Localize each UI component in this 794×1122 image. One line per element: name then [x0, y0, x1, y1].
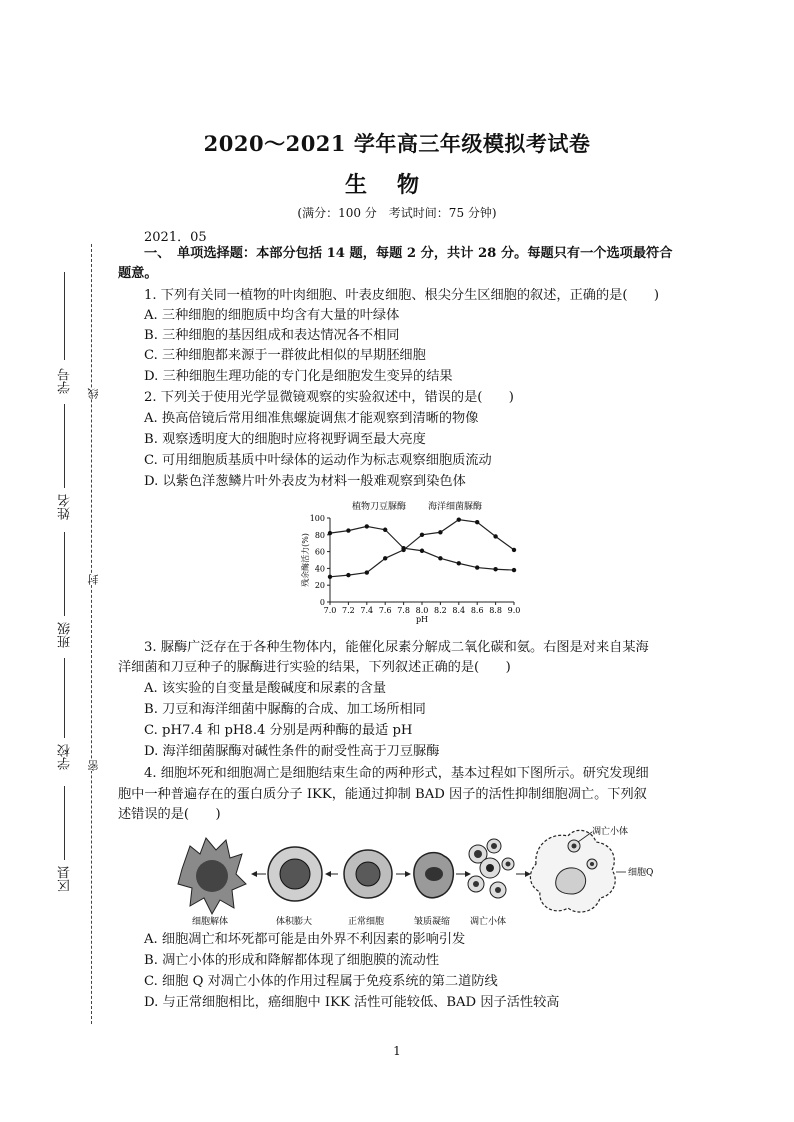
fill-line-class [64, 532, 65, 616]
question-3-stem-line1: 3. 脲酶广泛存在于各种生物体内，能催化尿素分解成二氧化碳和氨。右图是对来自某海 [144, 640, 649, 655]
series-2-point [346, 573, 350, 577]
series-1-point [420, 549, 424, 553]
label-apoptotic-body-top: 凋亡小体 [592, 827, 629, 837]
apoptotic-bodies-figure [468, 839, 514, 898]
x-axis-label: pH [415, 615, 429, 624]
condensed-cell-figure [414, 853, 453, 898]
urease-activity-chart [290, 494, 530, 624]
field-school: 学校 [58, 744, 73, 770]
y-tick-label: 0 [319, 598, 325, 607]
series-1-point [493, 567, 497, 571]
series-2-point [365, 570, 369, 574]
question-1-option-c: C. 三种细胞都来源于一群彼此相似的早期胚细胞 [144, 348, 426, 363]
series-2-point [457, 517, 461, 521]
y-tick-label: 20 [314, 581, 325, 591]
y-tick-label: 100 [309, 514, 325, 523]
question-4-stem-line3: 述错误的是( ) [118, 807, 221, 822]
swollen-cell-figure [268, 847, 322, 901]
x-tick-label: 7.2 [342, 606, 355, 615]
label-swollen: 体积膨大 [276, 917, 313, 927]
question-3-option-d: D. 海洋细菌脲酶对碱性条件的耐受性高于刀豆脲酶 [144, 744, 440, 759]
normal-cell-figure [344, 850, 392, 898]
exam-title: 2020～2021 学年高三年级模拟考试卷 [203, 131, 591, 156]
question-4-option-b: B. 凋亡小体的形成和降解都体现了细胞膜的流动性 [144, 953, 440, 968]
question-3-option-a: A. 该实验的自变量是酸碱度和尿素的含量 [144, 681, 387, 696]
question-2-option-b: B. 观察透明度大的细胞时应将视野调至最大亮度 [144, 432, 426, 447]
fill-line-school [64, 658, 65, 738]
series-1-point [365, 524, 369, 528]
y-tick-label: 60 [314, 547, 325, 557]
exam-info: (满分：100 分 考试时间：75 分钟) [297, 206, 497, 220]
cell-lysis-figure [178, 838, 246, 914]
question-1-stem: 1. 下列有关同一植物的叶肉细胞、叶表皮细胞、根尖分生区细胞的叙述，正确的是( ) [144, 288, 659, 303]
question-3-option-c: C. pH7.4 和 pH8.4 分别是两种酶的最适 pH [144, 723, 413, 738]
series-2-point [401, 548, 405, 552]
series-1-point [512, 568, 516, 572]
page-number: 1 [393, 1044, 401, 1058]
series-1-point [328, 531, 332, 535]
x-tick-label: 7.6 [378, 606, 392, 615]
y-tick-label: 80 [314, 530, 325, 540]
subject-title: 生物 [344, 172, 449, 198]
series-2-point [512, 548, 516, 552]
series-1-point [475, 565, 479, 569]
section-heading: 一、 单项选择题：本部分包括 14 题，每题 2 分，共计 28 分。每题只有一个选项最符合 [144, 246, 673, 261]
question-3-stem-line2: 洋细菌和刀豆种子的脲酶进行实验的结果，下列叙述正确的是( ) [118, 660, 511, 675]
seal-char-secret: 密 [87, 760, 100, 771]
fill-line-student-number [64, 272, 65, 360]
legend-series-1: 植物刀豆脲酶 [352, 502, 407, 512]
series-1-point [457, 561, 461, 565]
question-1-option-b: B. 三种细胞的基因组成和表达情况各不相同 [144, 328, 400, 343]
label-condensed: 皱质凝缩 [414, 917, 451, 927]
seal-char-seal: 封 [87, 574, 100, 585]
label-apoptotic-bodies: 凋亡小体 [470, 917, 507, 927]
field-district: 区县 [58, 866, 73, 892]
field-class: 班级 [58, 622, 73, 648]
x-tick-label: 7.4 [360, 606, 374, 615]
x-tick-label: 7.8 [397, 606, 410, 615]
x-tick-label: 9.0 [507, 606, 521, 615]
phagocyte-cell-q-figure [530, 830, 615, 912]
series-1-point [383, 528, 387, 532]
question-4-option-c: C. 细胞 Q 对凋亡小体的作用过程属于免疫系统的第二道防线 [144, 974, 498, 989]
exam-date: 2021．05 [144, 230, 207, 245]
series-2-point [383, 556, 387, 560]
series-1-point [346, 528, 350, 532]
series-2-point [438, 530, 442, 534]
x-tick-label: 8.2 [434, 606, 447, 615]
label-cell-q: 细胞Q [628, 868, 654, 878]
y-axis-label: 残余酶活力(%) [301, 533, 310, 587]
field-student-number: 学号 [58, 368, 73, 394]
question-4-stem-line2: 胞中一种普遍存在的蛋白质分子 IKK，能通过抑制 BAD 因子的活性抑制细胞凋亡。下列叙 [118, 787, 647, 802]
cell-death-diagram [172, 824, 672, 932]
series-2-point [493, 534, 497, 538]
series-2-point [328, 575, 332, 579]
x-tick-label: 8.4 [452, 606, 466, 615]
question-4-option-d: D. 与正常细胞相比，癌细胞中 IKK 活性可能较低、BAD 因子活性较高 [144, 995, 560, 1010]
seal-char-line: 线 [87, 388, 100, 399]
fill-line-district [64, 786, 65, 860]
question-2-stem: 2. 下列关于使用光学显微镜观察的实验叙述中，错误的是( ) [144, 390, 514, 405]
question-2-option-d: D. 以紫色洋葱鳞片叶外表皮为材料一般难观察到染色体 [144, 474, 466, 489]
question-2-option-c: C. 可用细胞质基质中叶绿体的运动作为标志观察细胞质流动 [144, 453, 492, 468]
question-4-stem-line1: 4. 细胞坏死和细胞凋亡是细胞结束生命的两种形式，基本过程如下图所示。研究发现细 [144, 766, 649, 781]
question-1-option-d: D. 三种细胞生理功能的专门化是细胞发生变异的结果 [144, 369, 453, 384]
label-cell-lysis: 细胞解体 [192, 917, 229, 927]
label-normal-cell: 正常细胞 [348, 917, 385, 927]
legend-series-2: 海洋细菌脲酶 [428, 502, 483, 512]
x-tick-label: 8.0 [415, 606, 429, 615]
x-tick-label: 7.0 [323, 606, 337, 615]
series-1-point [438, 556, 442, 560]
series-2-point [475, 520, 479, 524]
question-3-option-b: B. 刀豆和海洋细菌中脲酶的合成、加工场所相同 [144, 702, 426, 717]
question-1-option-a: A. 三种细胞的细胞质中均含有大量的叶绿体 [144, 308, 400, 323]
binding-dashed-line [91, 244, 92, 1024]
x-tick-label: 8.8 [489, 606, 502, 615]
fill-line-name [64, 404, 65, 488]
question-2-option-a: A. 换高倍镜后常用细准焦螺旋调焦才能观察到清晰的物像 [144, 411, 479, 426]
series-2-point [420, 533, 424, 537]
section-heading-cont: 题意。 [118, 266, 158, 281]
field-name: 姓名 [58, 494, 73, 520]
x-tick-label: 8.6 [470, 606, 484, 615]
y-tick-label: 40 [314, 564, 325, 574]
question-4-option-a: A. 细胞凋亡和坏死都可能是由外界不利因素的影响引发 [144, 932, 466, 947]
